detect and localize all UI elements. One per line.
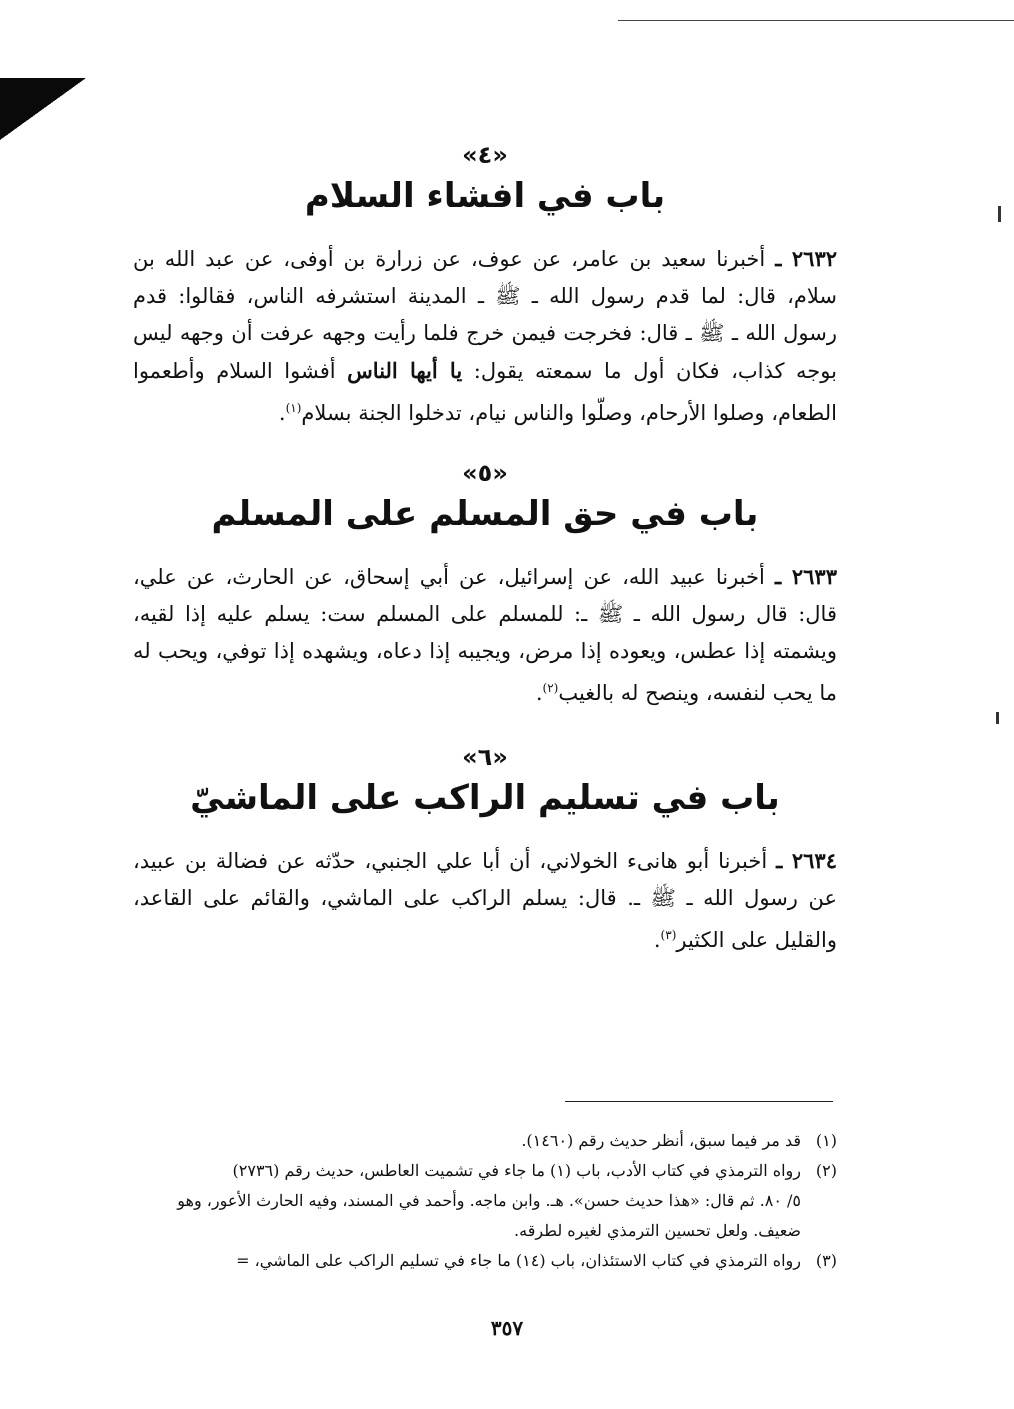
footnote-separator (565, 1101, 833, 1102)
footnote-ref[interactable]: (٣) (660, 928, 677, 942)
hadith-paragraph (133, 240, 837, 432)
footnote-number: (١) (815, 1131, 837, 1150)
hadith-text: أخبرنا أبو هانىء الخولاني، أن أبا علي الجنبي، حدّثه عن فضالة بن عبيد، عن رسول الله ـ ﷺ ـ. قال: يسلم الراكب على الماشي، والقائم على القاعد، والقليل على الكثير (133, 849, 837, 952)
hadith-number: ٢٦٣٢ ـ (775, 246, 838, 271)
section-title: باب في افشاء السلام (304, 176, 666, 216)
hadith-bold-text: يا أيها الناس (347, 358, 463, 383)
footnote (133, 1246, 837, 1276)
page-number: ٣٥٧ (490, 1316, 524, 1340)
main-text (133, 138, 837, 959)
footnote (133, 1126, 837, 1156)
hadith-text: أخبرنا سعيد بن عامر، عن عوف، عن زرارة بن أوفى، عن عبد الله بن سلام، قال: لما قدم رسول الله ـ ﷺ ـ المدينة استشرفه الناس، فقالوا: قدم رسول الله ـ ﷺ ـ قال: فخرجت فيمن خرج فلما رأيت وجهه عرفت أن وجهه ليس بوجه كذاب، فكان أول ما سمعته يقول: (133, 247, 837, 383)
section-number: «٥» (462, 459, 508, 487)
footnote-text: رواه الترمذي في كتاب الاستئذان، باب (١٤) ما جاء في تسليم الراكب على الماشي، = (236, 1251, 801, 1270)
top-rule (618, 20, 1014, 21)
section-number: «٦» (462, 743, 508, 771)
hadith-ending: . (278, 401, 286, 425)
footnote-number: (٢) (815, 1161, 837, 1180)
hadith-paragraph (133, 842, 837, 959)
hadith-number: ٢٦٣٤ ـ (776, 848, 837, 873)
hadith-text: أخبرنا عبيد الله، عن إسرائيل، عن أبي إسحاق، عن الحارث، عن علي، قال: قال رسول الله ـ ﷺ ـ: للمسلم على المسلم ست: يسلم عليه إذا لقيه، ويشمته إذا عطس، ويعوده إذا مرض، ويجيبه إذا دعاه، ويشهده إذا توفي، ويحب له ما يحب لنفسه، وينصح له بالغيب (133, 565, 837, 705)
margin-tick (998, 206, 1001, 222)
footnote-ref[interactable]: (٢) (542, 681, 559, 695)
section-title: باب في تسليم الراكب على الماشيّ (190, 778, 780, 818)
scan-corner-mark (0, 78, 86, 140)
margin-tick (996, 712, 999, 724)
footnote (133, 1156, 837, 1246)
hadith-paragraph (133, 558, 837, 712)
section-title: باب في حق المسلم على المسلم (211, 494, 759, 534)
section-number: «٤» (462, 141, 508, 169)
footnote-ref[interactable]: (١) (285, 401, 302, 415)
hadith-text-cont: أفشوا السلام وأطعموا الطعام، وصلوا الأرحام، وصلّوا والناس نيام، تدخلوا الجنة بسلام (133, 359, 837, 425)
footnote-text: قد مر فيما سبق، أنظر حديث رقم (١٤٦٠). (521, 1131, 801, 1150)
footnote-number: (٣) (815, 1251, 837, 1270)
footnote-text-cont: ٥/ ٨٠. ثم قال: «هذا حديث حسن». هـ. وابن ماجه. وأحمد في المسند، وفيه الحارث الأعور، وهو ضعيف. ولعل تحسين الترمذي لغيره لطرقه. (177, 1191, 801, 1240)
footnotes (133, 1126, 837, 1276)
hadith-ending: . (535, 681, 543, 705)
hadith-number: ٢٦٣٣ ـ (774, 564, 837, 589)
hadith-ending: . (653, 928, 661, 952)
footnote-text: رواه الترمذي في كتاب الأدب، باب (١) ما جاء في تشميت العاطس، حديث رقم (٢٧٣٦) (232, 1161, 801, 1180)
